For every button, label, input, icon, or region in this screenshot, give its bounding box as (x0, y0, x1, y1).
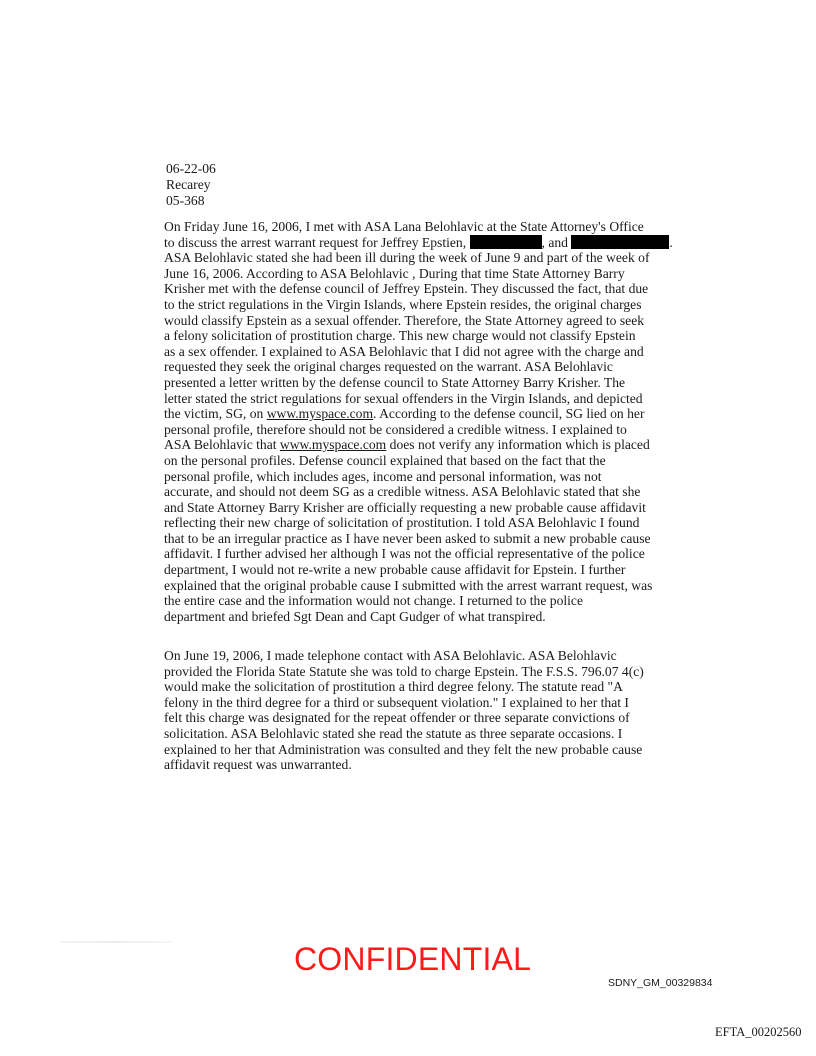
text-line: On June 19, 2006, I made telephone contact with ASA Belohlavic. ASA Belohlavic (164, 648, 617, 663)
text-line: accurate, and should not deem SG as a credible witness. ASA Belohlavic stated that she (164, 484, 641, 500)
text-line: explained to her that Administration was consulted and they felt the new probable cause (164, 741, 643, 757)
text-line: to the strict regulations in the Virgin Islands, where Epstein resides, the original charges (164, 296, 642, 312)
text-line (164, 437, 656, 453)
text-segment: . (669, 234, 673, 250)
text-line: solicitation. ASA Belohlavic stated she read the statute as three separate occasions. I (164, 725, 623, 741)
text-line: would classify Epstein as a sexual offender. Therefore, the State Attorney agreed to seek (164, 312, 645, 328)
text-segment: the victim, SG, on (164, 406, 264, 422)
efta-number: EFTA_00202560 (715, 1025, 802, 1039)
text-line: felony in the third degree for a third or subsequent violation." I explained to her that I (164, 694, 629, 710)
text-line: explained that the original probable cause I submitted with the arrest warrant request, was (164, 577, 653, 593)
text-segment: does not verify any information which is placed (389, 437, 650, 453)
myspace-link: www.myspace.com (266, 406, 374, 422)
text-line: reflecting their new charge of solicitation of prostitution. I told ASA Belohlavic I found (164, 515, 640, 531)
text-line: that to be an irregular practice as I have never been asked to submit a new probable cause (164, 530, 651, 546)
paragraph-2 (164, 648, 656, 773)
text-line: personal profile, therefore should not be considered a credible witness. I explained to (164, 421, 627, 437)
text-line: and State Attorney Barry Krisher are officially requesting a new probable cause affidavit (164, 499, 646, 515)
memo-case-number: 05-368 (166, 193, 205, 208)
text-line: personal profile, which includes ages, income and personal information, was not (164, 468, 602, 484)
text-line: affidavit. I further advised her although I was not the official representative of the police (164, 546, 645, 562)
text-line: the entire case and the information would not change. I returned to the police (164, 593, 583, 609)
text-line: department, I would not re-write a new probable cause affidavit for Epstein. I further (164, 562, 626, 578)
text-line: a felony solicitation of prostitution charge. This new charge would not classify Epstein (164, 328, 636, 344)
text-line: felt this charge was designated for the repeat offender or three separate convictions of (164, 710, 630, 726)
text-line: would make the solicitation of prostitution a third degree felony. The statute read "A (164, 679, 623, 695)
memo-header (166, 161, 216, 209)
memo-date: 06-22-06 (166, 161, 216, 176)
confidential-stamp: CONFIDENTIAL (294, 941, 532, 977)
text-segment: . According to the defense council, SG lied on her (373, 406, 645, 422)
text-line: ASA Belohlavic stated she had been ill during the week of June 9 and part of the week of (164, 250, 650, 266)
text-segment: , and (541, 234, 568, 250)
text-line (164, 406, 656, 422)
text-line: provided the Florida State Statute she was told to charge Epstein. The F.S.S. 796.07 4(c) (164, 663, 644, 679)
text-line: presented a letter written by the defense council to State Attorney Barry Krisher. The (164, 374, 626, 390)
text-segment: to discuss the arrest warrant request for Jeffrey Epstien, (164, 234, 467, 250)
text-line: on the personal profiles. Defense council explained that based on the fact that the (164, 452, 606, 468)
redaction-box (470, 235, 542, 249)
text-line: requested they seek the original charges requested on the warrant. ASA Belohlavic (164, 359, 613, 375)
redaction-box (571, 235, 669, 249)
text-line: June 16, 2006. According to ASA Belohlavic , During that time State Attorney Barry (164, 265, 625, 281)
bates-number: SDNY_GM_00329834 (608, 977, 713, 989)
paragraph-1 (164, 219, 673, 624)
text-line: On Friday June 16, 2006, I met with ASA Lana Belohlavic at the State Attorney's Office (164, 219, 644, 234)
text-line: as a sex offender. I explained to ASA Belohlavic that I did not agree with the charge and (164, 343, 644, 359)
text-line: Krisher met with the defense council of Jeffrey Epstein. They discussed the fact, that due (164, 281, 649, 297)
text-segment: ASA Belohlavic that (164, 437, 277, 453)
memo-author: Recarey (166, 177, 211, 192)
scan-artifact (60, 941, 172, 943)
text-line (164, 234, 673, 251)
myspace-link: www.myspace.com (279, 437, 387, 453)
text-line: affidavit request was unwarranted. (164, 757, 352, 773)
text-line: department and briefed Sgt Dean and Capt Gudger of what transpired. (164, 608, 546, 624)
text-line: letter stated the strict regulations for sexual offenders in the Virgin Islands, and depicted (164, 390, 643, 406)
